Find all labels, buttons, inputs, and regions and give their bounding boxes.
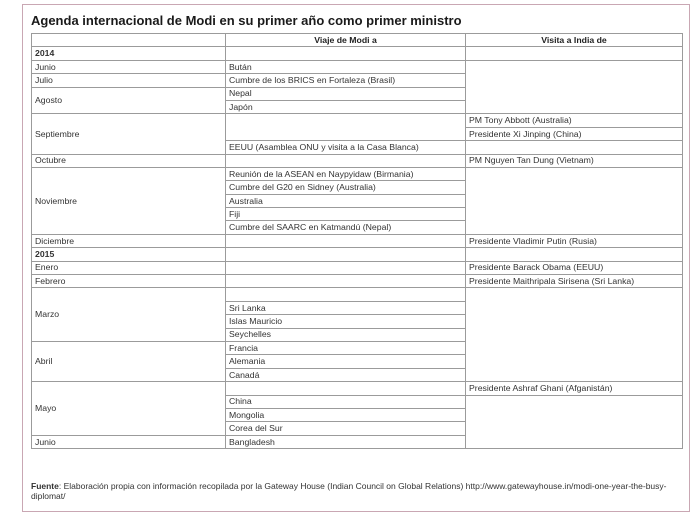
- visit-cell: [466, 60, 683, 114]
- visit-cell: [466, 395, 683, 449]
- visit-cell: [466, 167, 683, 234]
- header-visit: Visita a India de: [466, 34, 683, 47]
- month-cell: Noviembre: [32, 167, 226, 234]
- month-cell: Junio: [32, 435, 226, 448]
- table-row: [32, 382, 683, 395]
- trip-cell: Canadá: [226, 368, 466, 381]
- visit-cell: Presidente Xi Jinping (China): [466, 127, 683, 140]
- month-cell: Julio: [32, 74, 226, 87]
- table-row: [32, 234, 683, 247]
- figure-title: Agenda internacional de Modi en su primer año como primer ministro: [31, 13, 462, 28]
- header-trip: Viaje de Modi a: [226, 34, 466, 47]
- visit-cell: Presidente Maithripala Sirisena (Sri Lanka): [466, 275, 683, 288]
- trip-cell: Francia: [226, 341, 466, 354]
- year-label: 2014: [32, 47, 226, 60]
- source-label: Fuente: [31, 481, 59, 491]
- trip-cell: Cumbre del G20 en Sidney (Australia): [226, 181, 466, 194]
- month-cell: Agosto: [32, 87, 226, 114]
- visit-cell: PM Nguyen Tan Dung (Vietnam): [466, 154, 683, 167]
- trip-cell: [226, 275, 466, 288]
- year-label: 2015: [32, 248, 226, 261]
- trip-cell: Bután: [226, 60, 466, 73]
- table-row: [32, 261, 683, 274]
- trip-cell: Seychelles: [226, 328, 466, 341]
- trip-cell: Bangladesh: [226, 435, 466, 448]
- table-row: [32, 275, 683, 288]
- table-row: [32, 288, 683, 301]
- table-figure: [22, 4, 690, 512]
- table-row: [32, 167, 683, 180]
- trip-cell: Fiji: [226, 208, 466, 221]
- month-cell: Mayo: [32, 382, 226, 436]
- month-cell: Enero: [32, 261, 226, 274]
- trip-cell: Reunión de la ASEAN en Naypyidaw (Birmania): [226, 167, 466, 180]
- trip-cell: Nepal: [226, 87, 466, 100]
- trip-cell: EEUU (Asamblea ONU y visita a la Casa Blanca): [226, 141, 466, 154]
- month-cell: Marzo: [32, 288, 226, 342]
- table-row: [32, 114, 683, 127]
- month-cell: Octubre: [32, 154, 226, 167]
- month-cell: Junio: [32, 60, 226, 73]
- visit-cell: [466, 141, 683, 154]
- month-cell: Febrero: [32, 275, 226, 288]
- trip-cell: [226, 114, 466, 141]
- month-cell: Septiembre: [32, 114, 226, 154]
- trip-cell: [226, 382, 466, 395]
- visit-cell: [466, 288, 683, 382]
- trip-cell: Corea del Sur: [226, 422, 466, 435]
- source-text: : Elaboración propia con información recopilada por la Gateway House (Indian Council on Global Relations) http://www.gatewayhouse.in/modi-one-year-the-busy-diplomat/: [31, 481, 667, 501]
- trip-cell: [226, 154, 466, 167]
- header-month: [32, 34, 226, 47]
- visit-cell: PM Tony Abbott (Australia): [466, 114, 683, 127]
- trip-cell: Alemania: [226, 355, 466, 368]
- source-note: [31, 481, 682, 501]
- trip-cell: [226, 288, 466, 301]
- visit-cell: Presidente Ashraf Ghani (Afganistán): [466, 382, 683, 395]
- year-row: [32, 47, 683, 60]
- trip-cell: Sri Lanka: [226, 301, 466, 314]
- trip-cell: Cumbre del SAARC en Katmandú (Nepal): [226, 221, 466, 234]
- month-cell: Diciembre: [32, 234, 226, 247]
- table-row: [32, 154, 683, 167]
- trip-cell: Islas Mauricio: [226, 315, 466, 328]
- trip-cell: China: [226, 395, 466, 408]
- year-row: [32, 248, 683, 261]
- trip-cell: Japón: [226, 100, 466, 113]
- trip-cell: Mongolia: [226, 408, 466, 421]
- visit-cell: Presidente Barack Obama (EEUU): [466, 261, 683, 274]
- trip-cell: Cumbre de los BRICS en Fortaleza (Brasil): [226, 74, 466, 87]
- visit-cell: Presidente Vladimir Putin (Rusia): [466, 234, 683, 247]
- trip-cell: [226, 234, 466, 247]
- agenda-table: [31, 33, 683, 449]
- trip-cell: Australia: [226, 194, 466, 207]
- trip-cell: [226, 261, 466, 274]
- header-row: [32, 34, 683, 47]
- table-row: [32, 60, 683, 73]
- month-cell: Abril: [32, 341, 226, 381]
